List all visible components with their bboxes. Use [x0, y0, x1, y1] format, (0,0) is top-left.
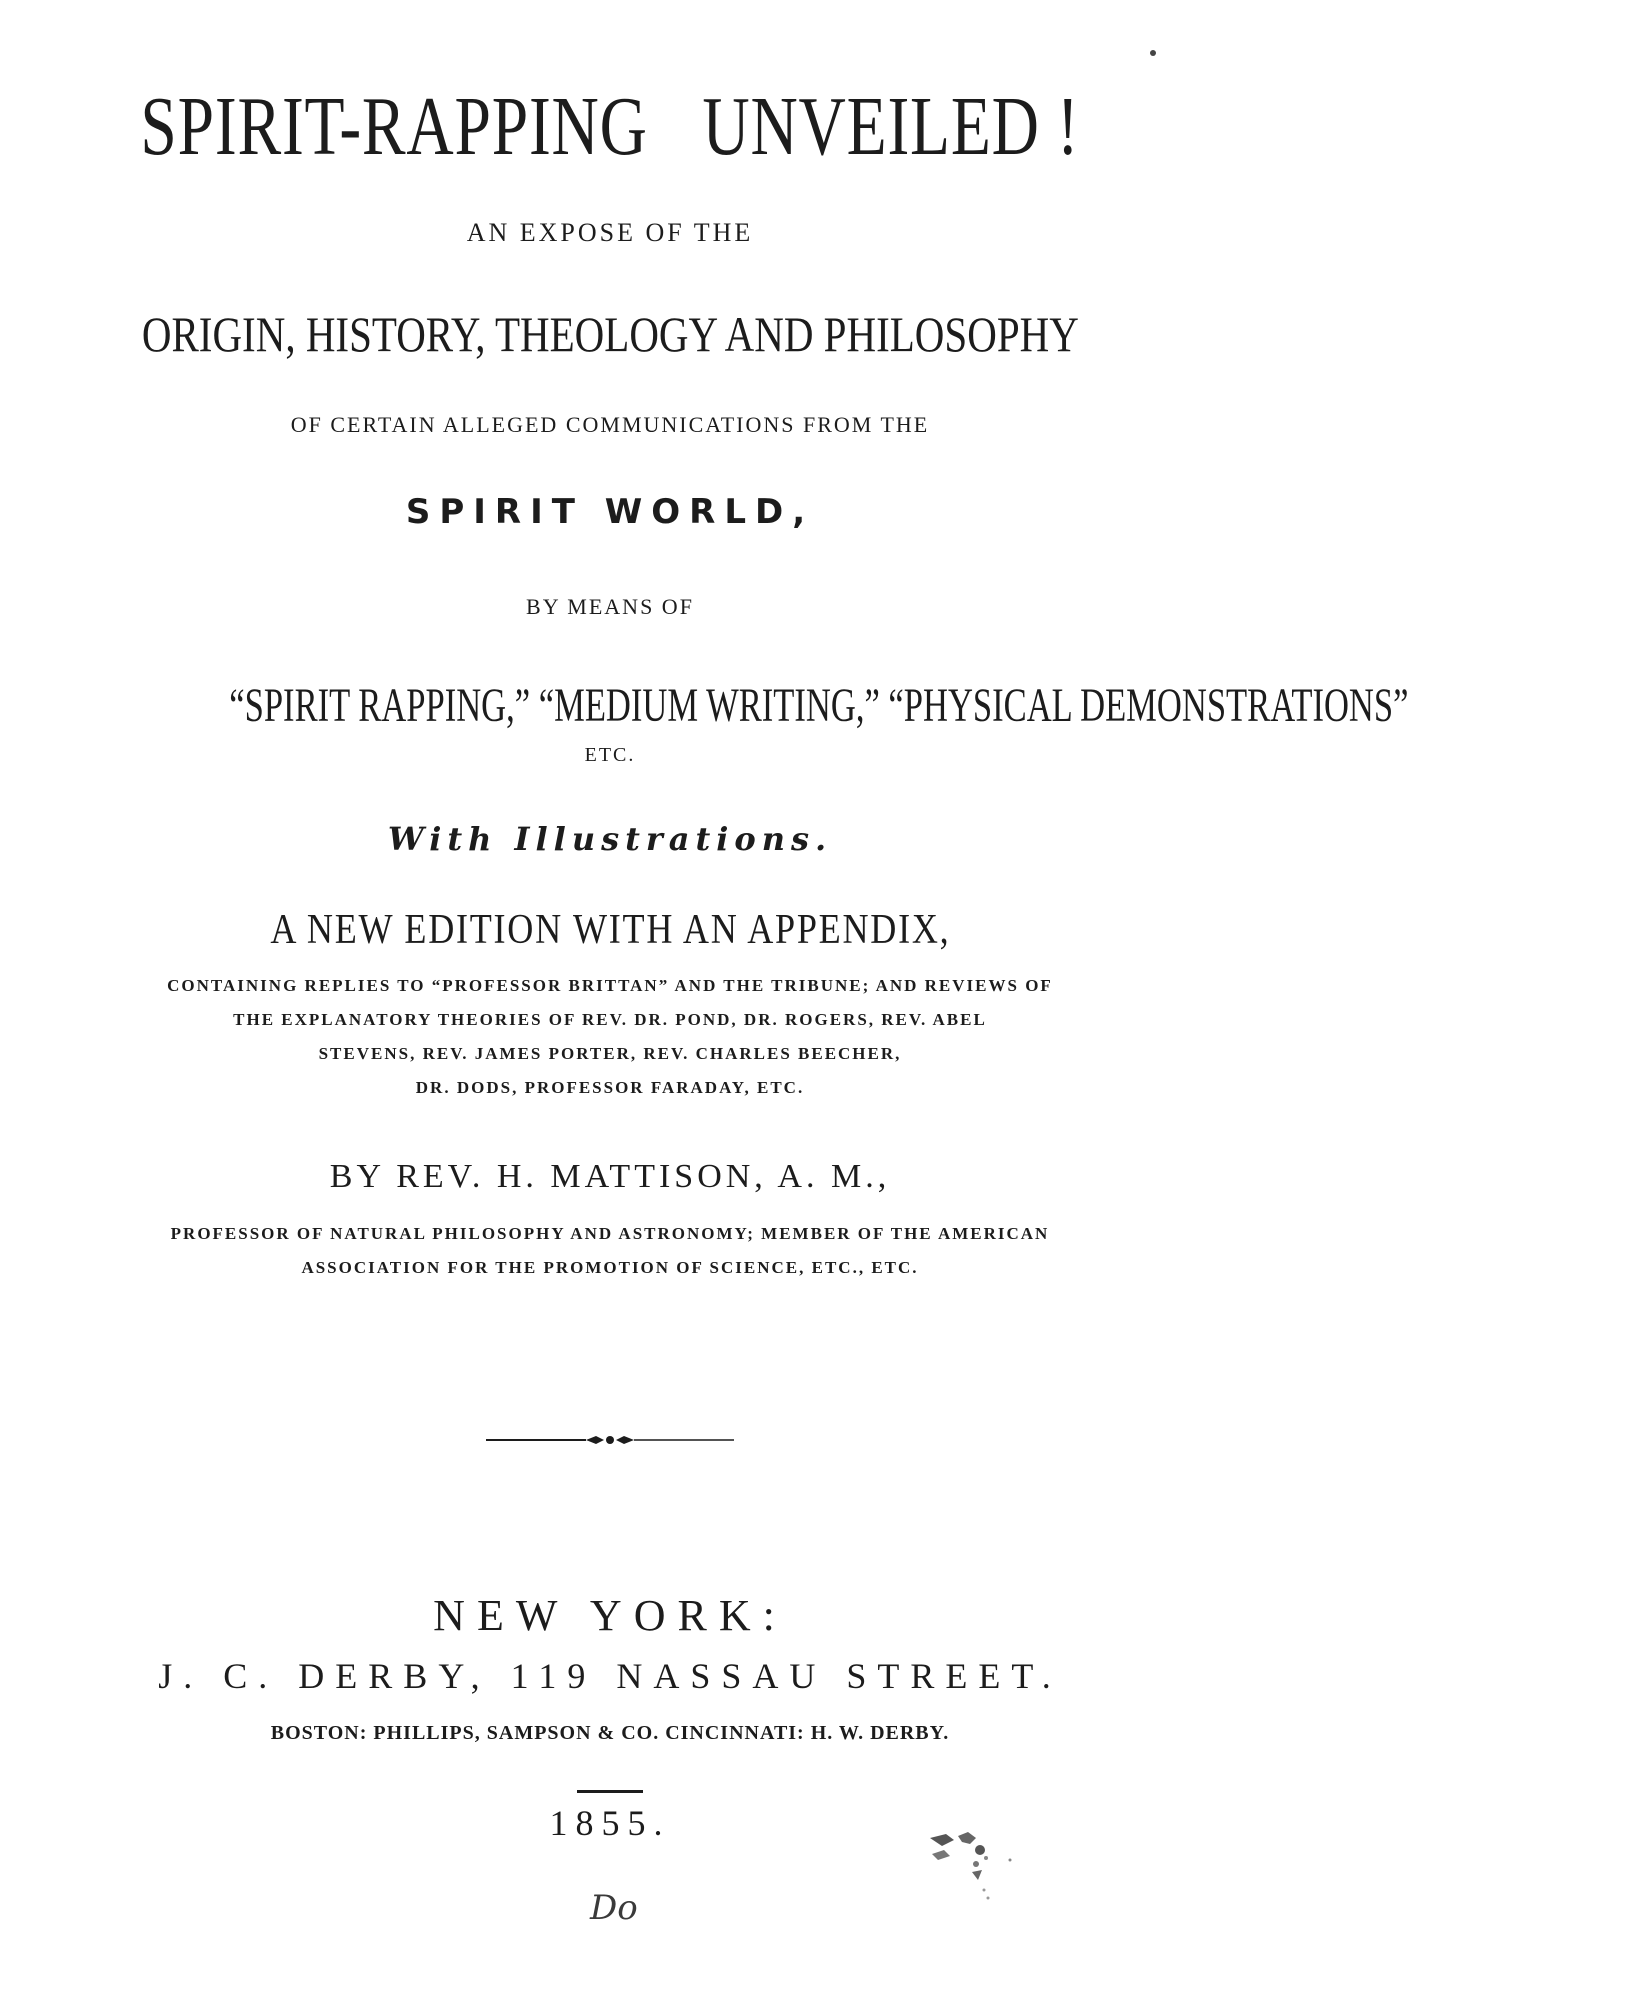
title-part-2: UNVEILED !	[702, 80, 1080, 173]
spirit-world-line: SPIRIT WORLD,	[405, 492, 815, 532]
replies-line-1: CONTAINING REPLIES TO “PROFESSOR BRITTAN” AND THE TRIBUNE; AND REVIEWS OF	[167, 976, 1053, 995]
imprint-branches: BOSTON: PHILLIPS, SAMPSON & CO. CINCINNATI: H. W. DERBY.	[270, 1722, 950, 1744]
title-part-1: SPIRIT-RAPPING	[140, 80, 648, 173]
handwritten-mark: Do	[590, 1888, 638, 1928]
imprint-publisher: J. C. DERBY, 119 NASSAU STREET.	[158, 1656, 1062, 1696]
etc-line: ETC.	[584, 744, 636, 766]
book-title	[0, 78, 1220, 175]
methods-line	[0, 678, 1409, 733]
certain-line: OF CERTAIN ALLEGED COMMUNICATIONS FROM THE	[290, 412, 930, 437]
replies-line-4: DR. DODS, PROFESSOR FARADAY, ETC.	[415, 1078, 805, 1097]
imprint-year: 1855.	[549, 1803, 671, 1843]
library-stamp-mark	[924, 1824, 1024, 1904]
illustrations-line: With Illustrations.	[387, 820, 833, 858]
year-rule	[577, 1790, 643, 1793]
replies-line-3: STEVENS, REV. JAMES PORTER, REV. CHARLES BEECHER,	[318, 1044, 902, 1063]
replies-line-2: THE EXPLANATORY THEORIES OF REV. DR. POND, DR. ROGERS, REV. ABEL	[233, 1010, 987, 1029]
affiliation-line-1: PROFESSOR OF NATURAL PHILOSOPHY AND ASTRONOMY; MEMBER OF THE AMERICAN	[170, 1224, 1050, 1243]
methods-text: “SPIRIT RAPPING,” “MEDIUM WRITING,” “PHYSICAL DEMONSTRATIONS”	[229, 679, 1409, 732]
subject-text: ORIGIN, HISTORY, THEOLOGY AND PHILOSOPHY	[141, 306, 1079, 362]
subtitle-intro: AN EXPOSE OF THE	[466, 218, 754, 247]
by-means-line: BY MEANS OF	[526, 594, 694, 619]
imprint-city: NEW YORK:	[433, 1591, 787, 1640]
subject-line	[0, 305, 1220, 363]
author-line: BY REV. H. MATTISON, A. M.,	[329, 1158, 891, 1195]
edition-text: A NEW EDITION WITH AN APPENDIX,	[269, 907, 951, 953]
edition-line	[0, 906, 1220, 954]
ink-speck	[1150, 50, 1156, 56]
affiliation-line-2: ASSOCIATION FOR THE PROMOTION OF SCIENCE, ETC., ETC.	[301, 1258, 919, 1277]
ornament-divider	[486, 1433, 734, 1447]
